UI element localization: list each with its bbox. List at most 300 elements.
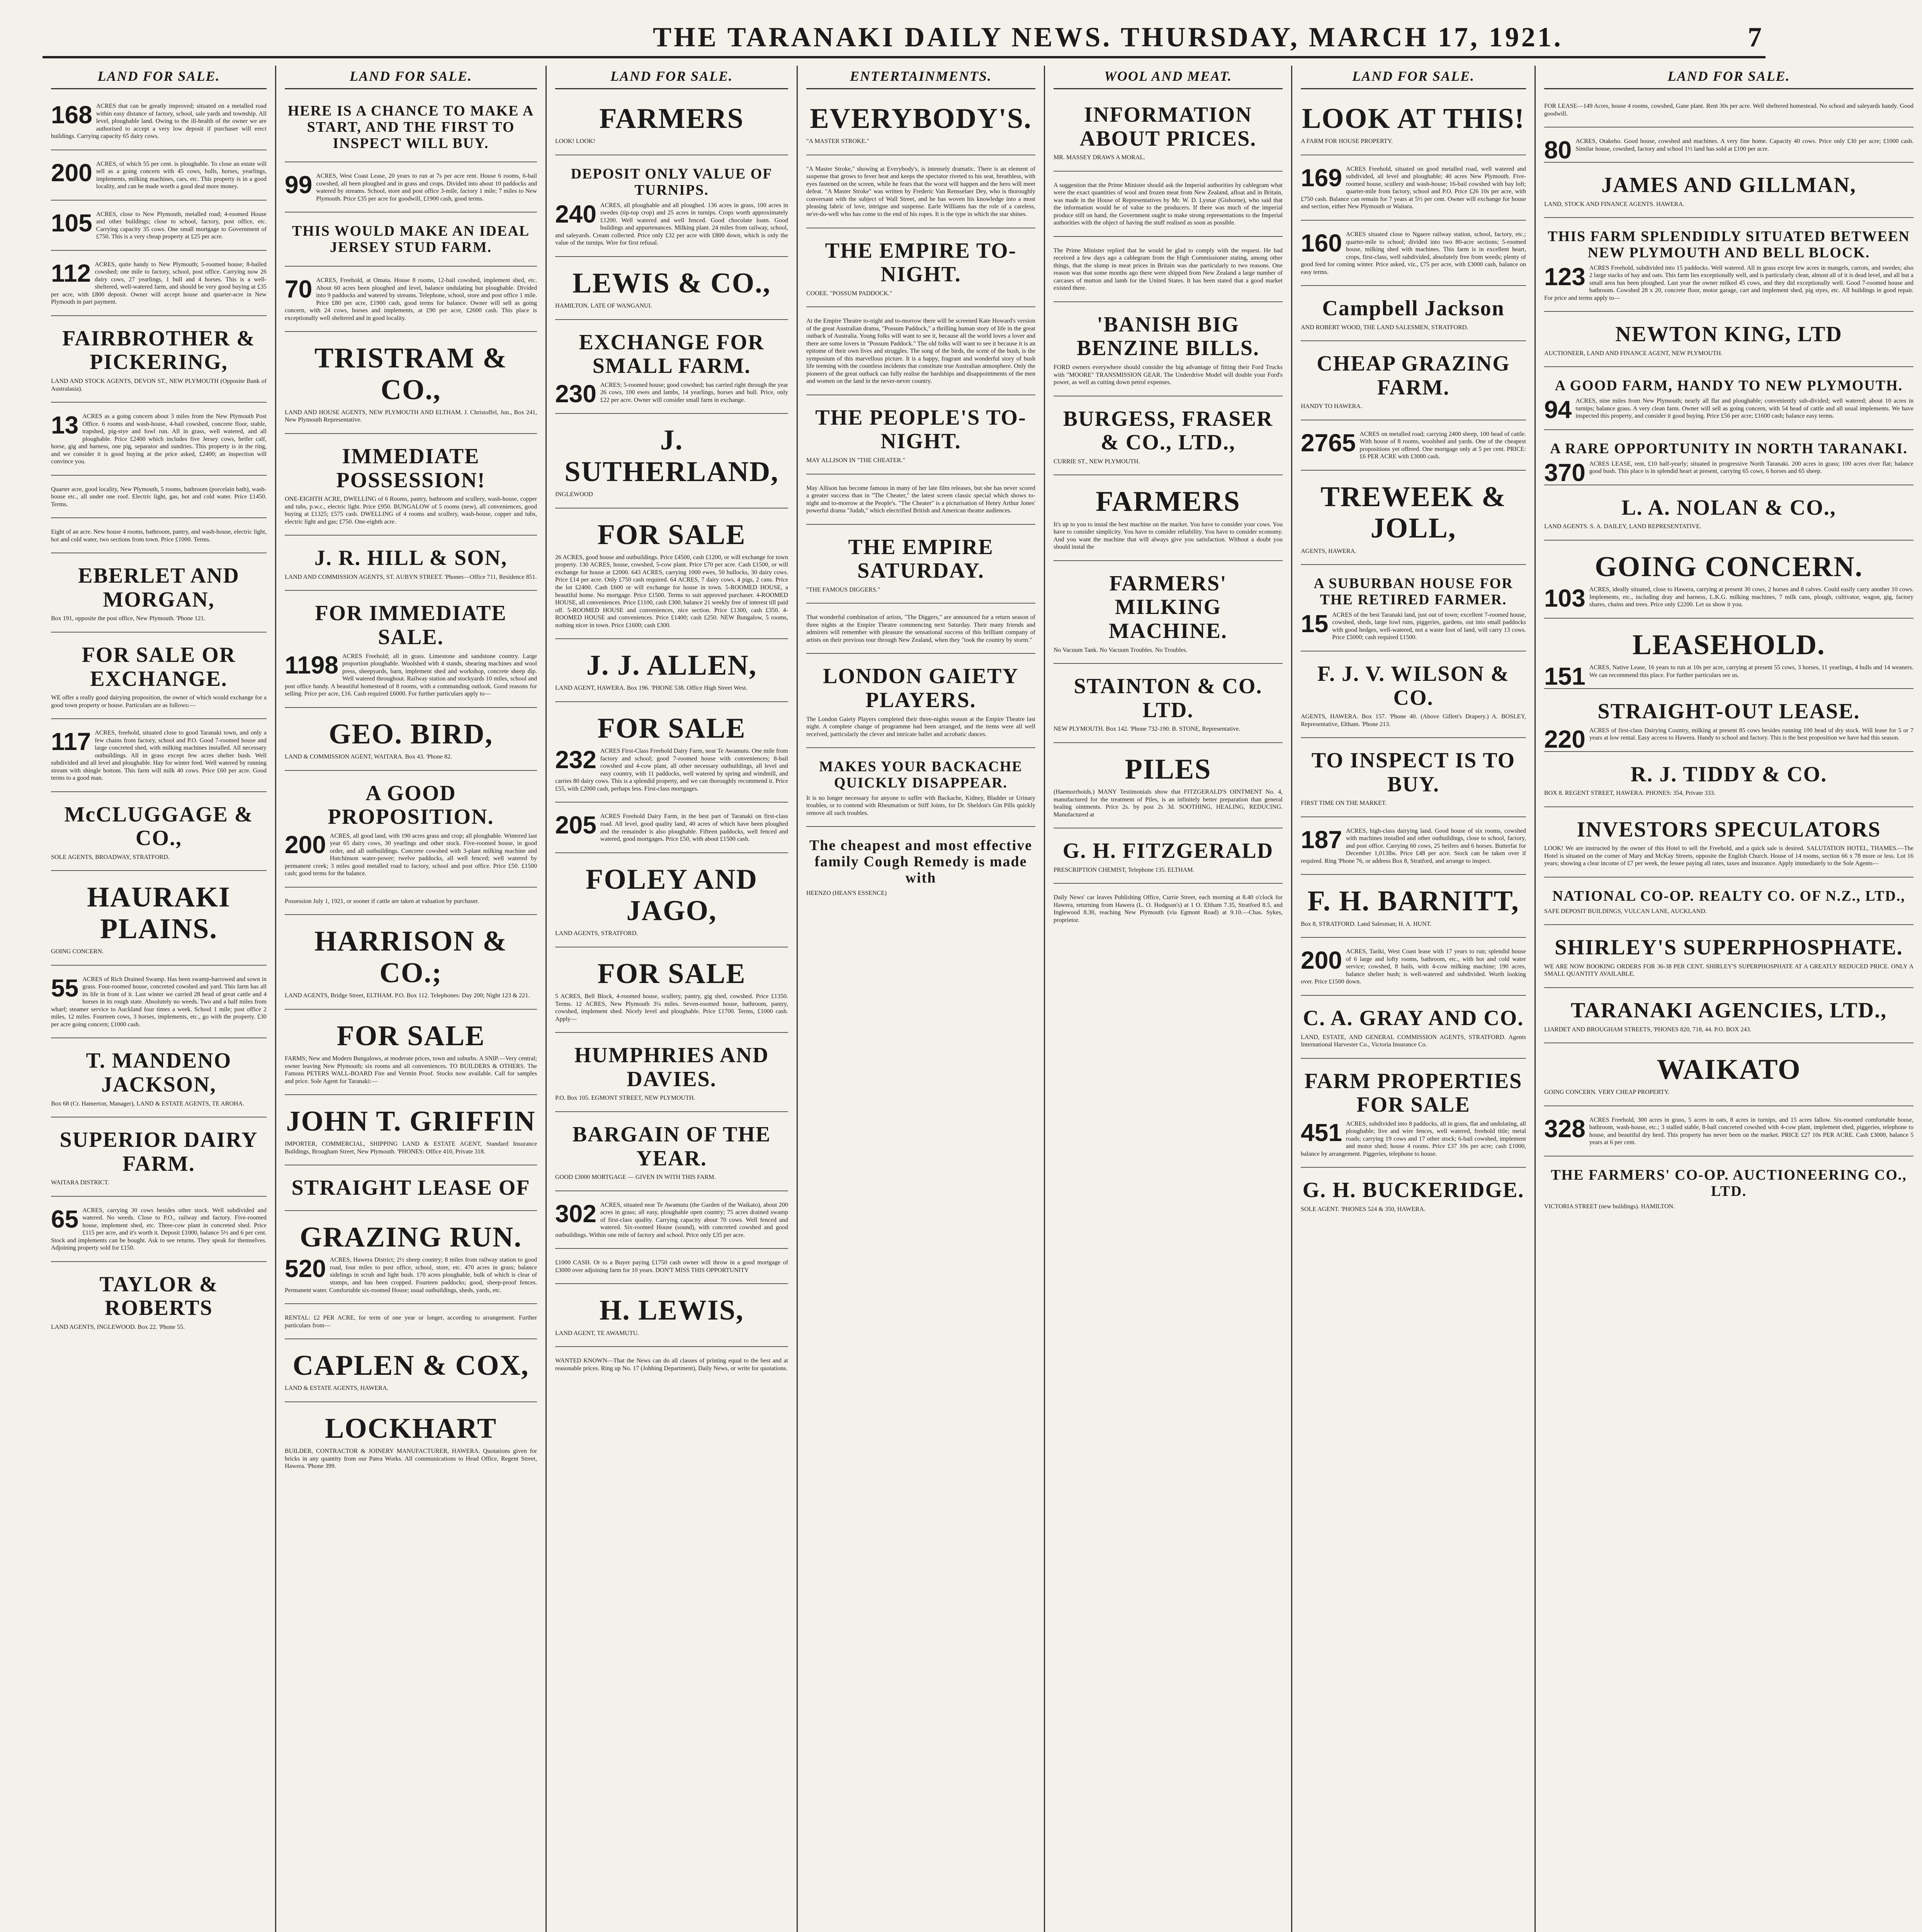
advertisement [555, 806, 788, 853]
acreage-number: 2765 [1301, 429, 1356, 457]
ad-heading: THE EMPIRE TO-NIGHT. [825, 238, 1017, 287]
ad-text: ACRES, situated near Te Awamutu (the Garden of the Waikato), about 200 acres in grass; all easy, ploughable open country; 75 acres drained swamp of first-class quality. Carrying capacity about 70 cows. Well fenced and watered. Six-roomed House (sound), with concreted cowshed and good outbuildings. Within one mile of factory and school. Price only £35 per acre. [555, 1201, 788, 1238]
ad-text: CURRIE ST., NEW PLYMOUTH. [1054, 458, 1140, 465]
ad-heading: THE FARMERS' CO-OP. AUCTIONEERING CO., LTD. [1551, 1167, 1907, 1199]
advertisement [51, 1042, 267, 1117]
ad-body [51, 694, 267, 709]
ad-body [1054, 364, 1283, 386]
advertisement [1054, 96, 1283, 172]
ad-text: LAND, STOCK AND FINANCE AGENTS. HAWERA. [1544, 201, 1684, 207]
ad-body [1054, 458, 1283, 466]
ad-body [1301, 920, 1526, 928]
ad-heading: LEASEHOLD. [1632, 629, 1825, 661]
ad-body [51, 102, 267, 140]
ad-text: ACRES, Tariki, West Coast lease with 17 years to run; splendid house of 6 large and lofty rooms, bathroom, etc., with hot and cold water service; cowshed, 8 bails, with 4-cow milking machine; 190 acres, balance shelter bush; is well-watered and subdivided. Worth looking over. Price £1500 down. [1301, 948, 1526, 985]
ad-body [51, 378, 267, 393]
ad-body [51, 211, 267, 241]
ad-body [1054, 788, 1283, 818]
advertisement [1544, 222, 1914, 312]
ad-heading: LOOK AT THIS! [1302, 103, 1525, 134]
advertisement [1544, 167, 1914, 218]
ad-heading: G. H. FITZGERALD [1062, 839, 1274, 863]
ad-body [285, 1384, 537, 1392]
ad-text: The London Gaiety Players completed their three-nights season at the Empire Theatre last night. A complete change of programme had been arranged, and the items were all well received, particularly the clever and intricate ballet and acrobatic dances. [806, 716, 1035, 738]
ad-text: ACRES, quite handy to New Plymouth; 5-roomed house; 8-bailed cowshed; one mile to factory, school, post office. Carrying now 26 dairy cows, 27 yearlings, 1 bull and 4 horses. This is a well-sheltered, well-watered farm, and should be very good buying at £35 per acre, with £800 deposit. Owner will accept house and quarter-acre in New Plymouth in part payment. [51, 261, 267, 306]
ad-body [1544, 396, 1914, 424]
advertisement [555, 1351, 788, 1381]
ad-body [1301, 827, 1526, 865]
advertisement [806, 529, 1035, 604]
advertisement [555, 1288, 788, 1347]
ad-body [555, 1330, 788, 1337]
advertisement [555, 706, 788, 803]
ad-body [51, 854, 267, 861]
ad-body [555, 1259, 788, 1274]
ad-heading: HARRISON & CO.; [314, 925, 507, 989]
advertisement [51, 875, 267, 965]
ad-heading: WAIKATO [1657, 1054, 1801, 1086]
ad-heading: BARGAIN OF THE YEAR. [572, 1122, 771, 1170]
ad-body [806, 614, 1035, 644]
ad-text: RENTAL: £2 PER ACRE, for term of one year or longer, according to arrangement. Further particulars from— [285, 1315, 537, 1329]
advertisement [555, 96, 788, 155]
ad-body [555, 930, 788, 937]
ad-heading: JAMES AND GILLMAN, [1601, 173, 1856, 197]
acreage-number: 117 [51, 728, 91, 756]
acreage-number: 200 [51, 158, 92, 187]
ad-body [806, 138, 1035, 145]
ad-body [1301, 1120, 1526, 1158]
ad-text: (Haemorrhoids.) MANY Testimonials show that FITZGERALD'S OINTMENT No. 4, manufactured for the treatment of Piles, is an infinitely better preparation than general healing ointments. Price 2s. by post 2s 3d. SOOTHING, HEALING, REDUCING. Manufactured at [1054, 789, 1283, 818]
ad-heading: T. MANDENO JACKSON, [86, 1049, 232, 1097]
ad-body [51, 1323, 267, 1331]
ad-text: WAITARA DISTRICT. [51, 1179, 109, 1186]
ad-body [285, 992, 537, 1000]
ad-text: ACRES, all ploughable and all ploughed. 136 acres in grass, 100 acres in swedes (tip-top crop) and 25 acres in turnips. Crops worth approximately £1200. Well watered and well fenced. Good chocolate loam. Good buildings and appurtenances. Milking plant. 24 miles from railway, school, and saleyards. Cream collected. Price only £32 per acre with £800 down, which is only the value of the turnips. Wire for first refusal. [555, 202, 788, 247]
ad-text: VICTORIA STREET (new buildings). HAMILTON. [1544, 1203, 1675, 1210]
ad-body [555, 1201, 788, 1239]
advertisement [1054, 888, 1283, 933]
ad-text: It's up to you to instal the best machine on the market. You have to consider your cows. You have to consider simplicity. You have to consider reliability. You have to consider economy. And you want the machine that will always give you satisfaction. Without a doubt you should instal the [1054, 521, 1283, 551]
ad-heading: TREWEEK & JOLL, [1320, 481, 1506, 544]
ad-body [1301, 324, 1526, 332]
ad-body [285, 1055, 537, 1085]
ad-text: Eight of an acre. New house 4 rooms, bathroom, pantry, and wash-house, electric light, hot and cold water, two sections from town. Price £1000. Terms. [51, 529, 267, 543]
ad-text: ACRES Freehold, situated on good metalled road, well watered and subdivided, all level and ploughable; 40 acres New Plymouth. Five-roomed house, scullery and wash-house; 16-bail cowshed with bay loft; quarter-mile from factory, school and P.O. Price £26 10s per acre, with £750 cash. Balance can remain for 7 years at 5½ per cent. Owner will exchange for house and section, either New Plymouth or Waitara. [1301, 165, 1526, 210]
ad-heading: BURGESS, FRASER & CO., LTD., [1063, 406, 1273, 455]
advertisement [285, 1308, 537, 1339]
advertisement [51, 557, 267, 633]
advertisement [1301, 879, 1526, 938]
ad-heading: 'BANISH BIG BENZINE BILLS. [1076, 312, 1260, 361]
ad-text: ACRES, Otakeho. Good house, cowshed and machines. A very fine home. Capacity 40 cows. Price only £30 per acre; £1000 cash. Similar house, cowshed, factory and school 1½ land has sold at £100 per acre. [1575, 138, 1914, 152]
column-heading: WOOL AND MEAT. [1054, 66, 1283, 89]
ad-text: Possession July 1, 1921, or sooner if cattle are taken at valuation by purchaser. [285, 898, 479, 905]
advertisement [555, 857, 788, 947]
advertisement [1301, 569, 1526, 651]
ad-text: Box 68 (Cr. Hamerton, Manager), LAND & ESTATE AGENTS, TE AROHA. [51, 1100, 245, 1107]
ad-body [555, 1094, 788, 1102]
ad-text: GOOD £3000 MORTGAGE — GIVEN IN WITH THIS FARM. [555, 1174, 716, 1181]
ad-heading: FOR SALE [597, 957, 746, 990]
ad-heading: PILES [1125, 753, 1212, 785]
ad-heading: DEPOSIT ONLY VALUE OF TURNIPS. [571, 165, 773, 198]
advertisement [285, 1343, 537, 1402]
acreage-number: 187 [1301, 825, 1342, 854]
advertisement [285, 96, 537, 162]
ad-text: LAND AGENT, HAWERA. Box 196. 'PHONE 538. Office High Street West. [555, 685, 748, 692]
ad-text: FORD owners everywhere should consider the big advantage of fitting their Ford Trucks with "MOORE" TRANSMISSION GEAR. The Underdrive Model will double your Ford's power, as well as cutting down petrol expenses. [1054, 364, 1283, 386]
ad-heading: LONDON GAIETY PLAYERS. [823, 664, 1019, 712]
ad-text: ACRES Freehold; all in grass. Limestone and sandstone country. Large proportion ploughable. Woolshed with 4 stands, shearing machines and wool press, sheepyards, barn, implement shed and workshop, concrete sheep dip. Well watered throughout. Railway station and stockyards 10 miles, school and post office handy. A beautiful homestead of 8 rooms, with a commanding outlook. Good reasons for selling. Price per acre, £16. Cash required £6000. For further particulars apply to— [285, 653, 537, 697]
ad-body [285, 898, 537, 905]
advertisement [555, 951, 788, 1033]
ad-text: No Vacuum Tank. No Vacuum Troubles. No Troubles. [1054, 646, 1188, 653]
advertisement [1301, 742, 1526, 817]
advertisement [51, 406, 267, 476]
ad-text: ACRES, freehold, situated close to good Taranaki town, and only a few chains from factory, school and P.O. Good 7-roomed house and large concreted shed, with milking machines installed. All necessary outbuildings. All in grass except few acres shelter bush. Well subdivided and all level and ploughable. Hay for winter feed. Well watered by running stream with shingle bottom. This farm will milk 40 cows. Price £60 per acre. Good terms to a good man. [51, 730, 267, 782]
advertisement [1054, 306, 1283, 396]
advertisement [1544, 1047, 1914, 1106]
advertisement [285, 712, 537, 771]
ad-text: LAND AGENT, TE AWAMUTU. [555, 1330, 639, 1337]
advertisement [285, 891, 537, 915]
ad-body [806, 317, 1035, 385]
ad-body [555, 491, 788, 498]
ad-heading: FARMERS [599, 103, 744, 134]
advertisement [1544, 756, 1914, 807]
advertisement [806, 478, 1035, 525]
ad-body [806, 485, 1035, 515]
ad-body [51, 413, 267, 466]
ad-body [51, 948, 267, 956]
ad-body [51, 729, 267, 782]
ad-heading: SHIRLEY'S SUPERPHOSPHATE. [1555, 935, 1903, 960]
ad-text: AGENTS, HAWERA. Box 157. 'Phone 40. (Above Gillett's Drapery.) A. BOSLEY, Representative, Eltham. 'Phone 213. [1301, 713, 1526, 728]
ad-text: May Allison has become famous in many of her late film releases, but she has never scored a greater success than in "The Cheater," the latest screen classic special which shows to-night and to-morrow at the People's. "The Cheater" is a picturisation of Henry Arthur Jones' powerful drama "Judah," which electrified British and American theatre audiences. [806, 485, 1035, 514]
column-heading: LAND FOR SALE. [1301, 66, 1526, 89]
ad-body [1301, 165, 1526, 211]
ad-heading: HUMPHRIES AND DAVIES. [574, 1043, 769, 1091]
advertisement [285, 438, 537, 536]
advertisement [1301, 224, 1526, 286]
advertisement [555, 1116, 788, 1191]
ad-body [555, 813, 788, 843]
advertisement [285, 336, 537, 434]
advertisement [51, 1266, 267, 1340]
ad-heading: TARANAKI AGENCIES, LTD., [1570, 998, 1887, 1022]
ad-text: NEW PLYMOUTH. Box 142. 'Phone 732-190. B. STONE, Representative. [1054, 726, 1241, 733]
ad-heading: SUPERIOR DAIRY FARM. [59, 1128, 258, 1176]
masthead [42, 21, 1766, 58]
advertisement [1301, 1063, 1526, 1168]
ad-heading: FAIRBROTHER & PICKERING, [62, 326, 255, 374]
column-heading: LAND FOR SALE. [285, 66, 537, 89]
advertisement [1301, 159, 1526, 221]
ad-body [1544, 908, 1914, 915]
ad-body [51, 486, 267, 509]
ad-heading: A GOOD PROPOSITION. [328, 781, 494, 829]
advertisement [555, 261, 788, 320]
ad-body [1544, 102, 1914, 117]
ad-text: "A Master Stroke," showing at Everybody's, is intensely dramatic. There is an element of suspense that grows to fever heat and keeps the spectator riveted to his seat, breathless, with eyes fastened on the screen, while he fears that the worst will happen and the hero will meet defeat. "A Master Stroke" was written by Frederic Van Rensselaer Dey, who is thoroughly conversant with the subject of Wall Street, and he has woven his knowledge into a most pleasing fabric of love, intrigue and suspense. Earle Williams has the role of a careless, ne'er-do-well who has come to the end of his ropes. It is the type in which the star shines. [806, 165, 1035, 218]
ad-body [285, 1314, 537, 1329]
advertisement [285, 1169, 537, 1211]
ad-text: FOR LEASE—149 Acres, house 4 rooms, cowshed, Gane plant. Rent 30s per acre. Well sheltered homestead. No school and saleyards handy. Good goodwill. [1544, 103, 1914, 117]
ad-text: ACRES, West Coast Lease, 20 years to run at 7s per acre rent. House 6 rooms, 6-bail cowshed, all been ploughed and in grass and crops. Divided into about 10 paddocks and watered by streams. School, store and post office 3-mile, factory 1 mile; 7 miles to New Plymouth. Price £35 per acre for goodwill, £1900 cash, good terms. [316, 173, 537, 202]
advertisement [1054, 479, 1283, 561]
ad-text: HEENZO (HEAN'S ESSENCE) [806, 889, 887, 896]
ad-body [51, 1100, 267, 1108]
ad-body [1054, 866, 1283, 874]
ad-text: That wonderful combination of artists, "The Diggers," are announced for a return season of three nights at the Empire Theatre commencing next Saturday. Their many friends and admirers will remember with pleasure the sensational success of this brilliant company of artists on their previous tour through New Zealand, when they "took the country by storm." [806, 614, 1035, 643]
advertisement [51, 796, 267, 871]
ad-text: FARMS; New and Modern Bungalows, at moderate prices, town and suburbs. A SNIP.—Very central; owner leaving New Plymouth; six rooms and all conveniences. TO BUILDERS & OTHERS. The Famous PETERS WALL-BOARD Fire and Vermin Proof. Stocks now available. Call for samples and price. Sole Agent for Taranaki:— [285, 1055, 537, 1085]
ad-body [1544, 1088, 1914, 1096]
page-number: 7 [1748, 22, 1762, 53]
ad-text: GOING CONCERN. [51, 948, 104, 955]
ad-heading: FARMERS [1096, 486, 1241, 518]
column-heading: LAND FOR SALE. [555, 66, 788, 89]
ad-body [806, 889, 1035, 897]
ad-text: ACRES, close to New Plymouth, metalled road; 4-roomed House and other buildings; close to school, factory, post office, etc. Carrying capacity 35 cows. One small mortgage to Government of £750. This is a very cheap property at £25 per acre. [96, 211, 267, 240]
advertisement [806, 159, 1035, 228]
ad-body [1544, 584, 1914, 612]
advertisement [1544, 131, 1914, 163]
ad-text: LAND, ESTATE, AND GENERAL COMMISSION AGENTS, STRATFORD. Agents International Harvester Co., Victoria Insurance Co. [1301, 1034, 1526, 1048]
ad-body [1544, 725, 1914, 753]
ad-text: 5 ACRES, Bell Block, 4-roomed house, scullery, pantry, gig shed, cowshed. Price £1350. Terms. 12 ACRES, New Plymouth 3¼ miles. Seven-roomed house, bathroom, pantry, cowshed, implement shed. Nicely level and ploughable. Price £1700. Terms, £1000 cash. Apply— [555, 993, 788, 1022]
advertisement [806, 831, 1035, 906]
advertisement [1544, 992, 1914, 1043]
column-heading: LAND FOR SALE. [1544, 66, 1914, 89]
ad-body [1301, 611, 1526, 641]
ad-heading: G. H. BUCKERIDGE. [1302, 1178, 1524, 1202]
ad-text: PRESCRIPTION CHEMIST, Telephone 135. ELTHAM. [1054, 866, 1195, 873]
ad-text: LAND AND HOUSE AGENTS, NEW PLYMOUTH AND ELTHAM. J. Christoffel, Jun., Box 241, New Plymouth Representative. [285, 409, 537, 423]
ad-body [806, 586, 1035, 594]
ad-body [51, 1179, 267, 1187]
advertisement [806, 658, 1035, 748]
ad-text: ACRES as a going concern about 3 miles from the New Plymouth Post Office. 6 rooms and wash-house, 4-bail cowshed, concrete floor, stable, trapshed, pig-stye and fowl run. All in grass, well watered, and all ploughable. Price £2400 which includes five Jersey cows, heifer calf, horse, gig and harness, one pig, separator and sundries. This property is in the ring, and we consider it is good buying at the price asked, £2400; an inspection will convince you. [51, 413, 267, 465]
advertisement [1054, 241, 1283, 302]
ad-body [51, 160, 267, 190]
ad-body [806, 716, 1035, 738]
ad-body [1301, 948, 1526, 986]
ad-heading: L. A. NOLAN & CO., [1621, 495, 1836, 520]
advertisement [1544, 316, 1914, 367]
ad-text: HANDY TO HAWERA. [1301, 403, 1362, 410]
ad-heading: TRISTRAM & CO., [314, 342, 507, 406]
acreage-number: 200 [1301, 946, 1342, 975]
column-6 [1292, 66, 1536, 1932]
ad-text: INGLEWOOD [555, 491, 593, 498]
ad-heading: EVERYBODY'S. [810, 103, 1032, 134]
ad-text: Quarter acre, good locality, New Plymouth, 5 rooms, bathroom (porcelain bath), wash-house etc., all under one roof. Electric light, gas, hot and cold water. Price £1450. Terms. [51, 486, 267, 508]
ad-body [51, 261, 267, 306]
ad-text: A FARM FOR HOUSE PROPERTY. [1301, 138, 1393, 145]
ad-text: ACRES of Rich Drained Swamp. Has been swamp-harrowed and sown in grass. Four-roomed house, concreted cowshed and yard. This farm has all its life in front of it. Last winter we carried 28 head of great cattle and 4 horses in its rough state. Absolutely no weeds. Two and a half miles from wharf; steamer service to Auckland four times a week. School 1 mile; post office 2 miles, 12 miles. Fourteen cows, 3 horses, implements, etc., go with the property. £30 per acre going concern; £1000 cash. [51, 976, 267, 1028]
ad-heading: The cheapest and most effective family Cough Remedy is made with [809, 837, 1032, 886]
ad-heading: STRAIGHT LEASE OF [291, 1176, 530, 1200]
ad-text: HAMILTON. LATE OF WANGANUI. [555, 302, 652, 309]
advertisement [51, 723, 267, 792]
acreage-number: 520 [285, 1255, 326, 1283]
ad-body [1054, 154, 1283, 162]
advertisement [1301, 474, 1526, 565]
advertisement [555, 643, 788, 702]
columns [42, 66, 1914, 1932]
ad-body [1301, 1034, 1526, 1049]
acreage-number: 232 [555, 746, 596, 774]
advertisement [51, 255, 267, 316]
advertisement [285, 1406, 537, 1480]
acreage-number: 13 [51, 411, 79, 439]
advertisement [555, 1253, 788, 1284]
advertisement [1054, 400, 1283, 476]
ad-text: ACRES of the best Taranaki land, just out of town; excellent 7-roomed house, cowshed, sheds, large fowl runs, piggeries, gardens, out into small paddocks with good hedges, well-watered, not a waste foot of land, will carry 13 cows. Price £5000; cash required £1500. [1332, 611, 1526, 641]
advertisement [806, 96, 1035, 155]
ad-text: ACRES that can be greatly improved; situated on a metalled road within easy distance of factory, school, sale yards and township. All level, ploughable land. Owing to the ill-health of the owner we are authorised to accept a very low deposit if purchaser will erect buildings. Carrying capacity 65 dairy cows. [51, 103, 267, 140]
advertisement [285, 1014, 537, 1095]
ad-text: ACRES; 5-roomed house; good cowshed; has carried right through the year 26 cows, 100 ewes and lambs, 14 yearlings, horses and bull. Price, only £22 per acre. Owner will consider small farm in exchange. [600, 381, 788, 403]
ad-body [1544, 845, 1914, 867]
acreage-number: 160 [1301, 229, 1342, 257]
advertisement [1544, 96, 1914, 128]
acreage-number: 99 [285, 171, 313, 199]
acreage-number: 169 [1301, 163, 1342, 192]
ad-text: AND ROBERT WOOD, THE LAND SALESMEN, STRATFORD. [1301, 324, 1468, 331]
ad-heading: FOLEY AND JAGO, [586, 863, 758, 927]
ad-body [806, 165, 1035, 218]
advertisement [555, 159, 788, 257]
ad-body [806, 290, 1035, 298]
ad-heading: INVESTORS SPECULATORS [1577, 817, 1881, 842]
advertisement [285, 166, 537, 213]
ad-heading: J. J. ALLEN, [586, 650, 757, 682]
advertisement [555, 1037, 788, 1112]
ad-text: MAY ALLISON IN "THE CHEATER." [806, 457, 905, 464]
ad-heading: THE EMPIRE SATURDAY. [848, 535, 994, 583]
ad-body [1301, 548, 1526, 555]
ad-body [1544, 1116, 1914, 1146]
ad-heading: F. H. BARNITT, [1307, 885, 1519, 917]
ad-body [1544, 136, 1914, 164]
ad-text: SOLE AGENT. 'PHONES 524 & 350, HAWERA. [1301, 1206, 1426, 1213]
advertisement [1054, 832, 1283, 884]
ad-heading: A GOOD FARM, HANDY TO NEW PLYMOUTH. [1555, 378, 1903, 394]
ad-body [1544, 350, 1914, 357]
ad-body [285, 1256, 537, 1294]
ad-body [1544, 523, 1914, 531]
ad-heading: Campbell Jackson [1322, 296, 1505, 321]
ad-text: WANTED KNOWN—That the News can do all classes of printing equal to the best and at reasonable prices. Ring up No. 17 (Jobbing Department), Daily News, or write for quotations. [555, 1357, 788, 1372]
ad-text: ACRES First-Class Freehold Dairy Farm, near Te Awamutu. One mile from factory and school; good 7-roomed house with conveniences; 8-bail cowshed and 4-cow plant, all other necessary outbuildings, all level and easy country, with 11 paddocks, well watered by spring and windmill, and carries 80 dairy cows. This is a splendid property, and we can thoroughly recommend it. Price £55, with £2000 cash, perhaps less. First-class mortgages. [555, 748, 788, 792]
ad-text: IMPORTER, COMMERCIAL, SHIPPING LAND & ESTATE AGENT, Standard Insurance Buildings, Brougham Street, New Plymouth. 'PHONES: Office 410, Private 318. [285, 1141, 537, 1155]
advertisement [1301, 1000, 1526, 1059]
ad-heading: STAINTON & CO. LTD. [1074, 674, 1263, 722]
ad-body [1301, 430, 1526, 461]
ad-text: LIARDET AND BROUGHAM STREETS, 'PHONES 820, 718, 44. P.O. BOX 243. [1544, 1026, 1752, 1033]
ad-body [555, 1173, 788, 1181]
ad-text: P.O. Box 105. EGMONT STREET, NEW PLYMOUTH. [555, 1095, 695, 1102]
ad-heading: LOCKHART [325, 1412, 497, 1444]
ad-text: LOOK! LOOK! [555, 138, 595, 145]
advertisement [1544, 434, 1914, 485]
ad-text: ACRES Freehold, 300 acres in grass, 5 acres in oats, 8 acres in turnips, and 15 acres fallow. Six-roomed comfortable house, bathroom, wash-house, etc.; 3 stalled stable, 8-bail concreted cowshed with 4-cow plant, implement shed, piggeries, telephone to house, and beautiful dry herd. This property has never been on the market. PRICE £27 10s PER ACRE. Cash £3000, balance 5 years at 6 per cent. [1589, 1116, 1914, 1146]
column-1 [42, 66, 276, 1932]
advertisement [806, 607, 1035, 654]
ad-text: ACRES, Hawera District; 2½ sheep country; 8 miles from railway station to good road, four miles to post office, school, store, etc. 470 acres in grass; balance sidelings in scrub and light bush. 170 acres ploughable, bulk of which is clear of stumps, and has been cropped. Fourteen paddocks; good, sheep-proof fences. Permanent water. Comfortable six-roomed House; usual outbuildings, sheds, yards, etc. [285, 1257, 537, 1294]
ad-text: LAND & ESTATE AGENTS, HAWERA. [285, 1385, 389, 1392]
ad-body [1544, 1203, 1914, 1211]
ad-text: ONE-EIGHTH ACRE, DWELLING of 6 Rooms, pantry, bathroom and scullery, wash-house, copper and tubs, p.w.c., electric light. Price £950. BUNGALOW of 5 rooms (new), all conveniences, good buying at £1325; £575 cash. DWELLING of 4 rooms and scullery, wash-house, copper and tubs, electric light and gas; £750. One-eighth acre. [285, 496, 537, 525]
ad-heading: FARM PROPERTIES FOR SALE [1304, 1069, 1523, 1117]
acreage-number: 205 [555, 811, 596, 839]
advertisement [285, 539, 537, 591]
ad-heading: NEWTON KING, LTD [1615, 322, 1842, 347]
advertisement [1544, 489, 1914, 541]
acreage-number: 451 [1301, 1118, 1342, 1146]
ad-heading: EBERLET AND MORGAN, [78, 564, 240, 612]
advertisement [555, 512, 788, 639]
ad-heading: GEO. BIRD, [328, 718, 493, 750]
advertisement [51, 480, 267, 519]
ad-heading: THIS WOULD MAKE AN IDEAL JERSEY STUD FARM. [292, 223, 530, 256]
ad-heading: C. A. GRAY AND CO. [1303, 1006, 1524, 1030]
ad-body [1054, 247, 1283, 292]
ad-text: ACRES, high-class dairying land. Good house of six rooms, cowshed with machines installed and other outbuildings, close to school, factory, and post office. Carrying 60 cows, 25 heifers and 6 horses. Butterfat for December 1,013lbs. Price £48 per acre. Stock can be taken over if required. Ring 'Phone 76, or address Box 8, Stratford, and arrange to inspect. [1301, 827, 1526, 864]
acreage-number: 65 [51, 1205, 79, 1233]
acreage-number: 80 [1544, 136, 1572, 164]
ad-body [285, 573, 537, 581]
ad-text: LAND AND STOCK AGENTS, DEVON ST., NEW PLYMOUTH (Opposite Bank of Australasia). [51, 378, 267, 392]
ad-heading: FOR SALE OR EXCHANGE. [82, 643, 236, 691]
acreage-number: 151 [1544, 662, 1586, 690]
ad-heading: CHEAP GRAZING FARM. [1317, 352, 1510, 400]
ad-body [1544, 963, 1914, 978]
ad-text: £1000 CASH. Or to a Buyer paying £1750 cash owner will throw in a good mortgage of £3000 over adjoining farm for 10 years. DON'T MISS THIS OPPORTUNITY [555, 1259, 788, 1274]
ad-text: LAND AGENTS, Bridge Street, ELTHAM. P.O. Box 112. Telephones: Day 200; Night 123 & 221. [285, 992, 530, 999]
advertisement [285, 595, 537, 707]
advertisement [1544, 811, 1914, 878]
advertisement [806, 311, 1035, 395]
advertisement [1301, 96, 1526, 155]
acreage-number: 15 [1301, 609, 1329, 638]
ad-text: AGENTS, HAWERA. [1301, 548, 1357, 554]
acreage-number: 220 [1544, 725, 1586, 753]
ad-text: Box 191, opposite the post office, New Plymouth. 'Phone 121. [51, 615, 206, 622]
advertisement [806, 232, 1035, 308]
advertisement [285, 775, 537, 888]
ad-heading: THIS FARM SPLENDIDLY SITUATED BETWEEN NEW PLYMOUTH AND BELL BLOCK. [1548, 228, 1910, 261]
ad-text: "A MASTER STROKE." [806, 138, 869, 145]
column-2 [276, 66, 547, 1932]
ad-text: ACRES of first-class Dairying Country, milking at present 85 cows besides running 100 head of dry stock. Will lease for 5 or 7 years at low rental. Easy access to Hawera. Handy to school and factory. This is the best proposition we have had this season. [1589, 727, 1914, 742]
ad-text: LAND AGENTS, STRATFORD. [555, 930, 638, 937]
advertisement [806, 752, 1035, 827]
ad-body [285, 653, 537, 698]
ad-text: ACRES, Freehold, at Omata. House 8 rooms, 12-bail cowshed, implement shed, etc. About 60 acres been ploughed and level, balance undulating but ploughable. Divided into 9 paddocks and watered by streams. Telephone, school, store and post office 1 mile. Price £80 per acre, £1900 cash, good terms for balance. Owner will sell as going concern, with 24 cows, horses and implements, at £90 per acre, £2600 cash. This place is exceptionally well sheltered and in good locality. [285, 277, 537, 321]
advertisement [285, 1099, 537, 1165]
ad-text: ACRES, of which 55 per cent. is ploughable. To close an estate will sell as a going concern with 45 cows, bulls, horses, yearlings, implements, milking machines, cars, etc. This property is in a good locality, and can be made worth a good deal more money. [96, 160, 267, 190]
advertisement [1301, 942, 1526, 996]
advertisement [555, 324, 788, 414]
ad-body [285, 832, 537, 878]
acreage-number: 103 [1544, 584, 1586, 612]
ad-body [1054, 894, 1283, 924]
ad-heading: FOR SALE [597, 712, 746, 744]
